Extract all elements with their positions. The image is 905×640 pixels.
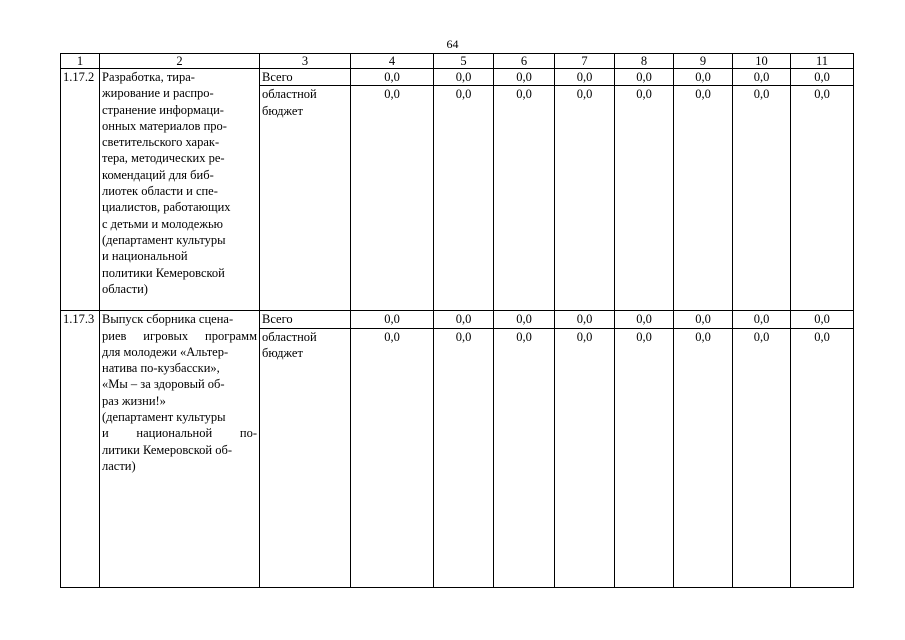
- value-cell: 0,0: [615, 86, 674, 311]
- value-cell: 0,0: [434, 86, 494, 311]
- column-header: 1: [61, 54, 100, 69]
- item-code: 1.17.2: [61, 69, 100, 311]
- description-line: циалистов, работающих: [102, 200, 231, 215]
- column-header: 4: [351, 54, 434, 69]
- value-cell: 0,0: [494, 328, 555, 587]
- value-cell: 0,0: [434, 328, 494, 587]
- description-line: литики Кемеровской об-: [102, 442, 232, 457]
- funding-source: [260, 86, 351, 311]
- value-cell: 0,0: [733, 311, 791, 328]
- value-cell: 0,0: [674, 311, 733, 328]
- description-line: Выпуск сборника сцена-: [102, 312, 234, 327]
- value-cell: 0,0: [791, 69, 854, 86]
- value-cell: 0,0: [615, 311, 674, 328]
- item-code: 1.17.3: [61, 311, 100, 587]
- description-line: светительского харак-: [102, 135, 220, 150]
- value-cell: 0,0: [733, 69, 791, 86]
- description-line: и национальной по-: [102, 426, 257, 441]
- column-header: 6: [494, 54, 555, 69]
- table-row: [61, 311, 854, 328]
- description-line: раз жизни!»: [102, 393, 166, 408]
- description-line: комендаций для биб-: [102, 167, 214, 182]
- description-line: (департамент культуры: [102, 232, 226, 247]
- value-cell: 0,0: [615, 328, 674, 587]
- item-description: [100, 69, 260, 311]
- column-header: 3: [260, 54, 351, 69]
- description-line: тера, методических ре-: [102, 151, 225, 166]
- value-cell: 0,0: [791, 328, 854, 587]
- description-line: политики Кемеровской: [102, 265, 225, 280]
- column-header: 7: [555, 54, 615, 69]
- value-cell: 0,0: [733, 86, 791, 311]
- value-cell: 0,0: [615, 69, 674, 86]
- description-line: Разработка, тира-: [102, 70, 195, 84]
- description-line: для молодежи «Альтер-: [102, 344, 229, 359]
- header-row: [61, 54, 854, 69]
- funding-source-line: областной: [262, 329, 317, 344]
- description-line: жирование и распро-: [102, 86, 214, 101]
- value-cell: 0,0: [555, 86, 615, 311]
- description-line: натива по-кузбасски»,: [102, 361, 220, 376]
- description-line: риев игровых программ: [102, 328, 257, 343]
- value-cell: 0,0: [791, 311, 854, 328]
- value-cell: 0,0: [674, 328, 733, 587]
- value-cell: 0,0: [494, 69, 555, 86]
- description-line: онных материалов про-: [102, 118, 227, 133]
- value-cell: 0,0: [674, 69, 733, 86]
- value-cell: 0,0: [351, 69, 434, 86]
- value-cell: 0,0: [434, 69, 494, 86]
- table-row: [61, 69, 854, 86]
- description-line: и национальной: [102, 249, 188, 264]
- description-line: ласти): [102, 458, 136, 473]
- description-line: странение информаци-: [102, 102, 224, 117]
- column-header: 10: [733, 54, 791, 69]
- page-number: 64: [446, 37, 459, 51]
- column-header: 5: [434, 54, 494, 69]
- value-cell: 0,0: [351, 311, 434, 328]
- funding-source-line: бюджет: [262, 103, 303, 118]
- value-cell: 0,0: [555, 328, 615, 587]
- column-header: 8: [615, 54, 674, 69]
- column-header: 2: [100, 54, 260, 69]
- description-line: (департамент культуры: [102, 410, 226, 425]
- value-cell: 0,0: [434, 311, 494, 328]
- description-line: лиотек области и спе-: [102, 184, 218, 199]
- description-line: с детьми и молодежью: [102, 216, 223, 231]
- description-line: «Мы – за здоровый об-: [102, 377, 225, 392]
- funding-source: Всего: [260, 311, 351, 328]
- value-cell: 0,0: [351, 86, 434, 311]
- funding-source-line: областной: [262, 87, 317, 102]
- funding-source: Всего: [260, 69, 351, 86]
- value-cell: 0,0: [555, 311, 615, 328]
- funding-source-line: бюджет: [262, 345, 303, 360]
- column-header: 11: [791, 54, 854, 69]
- item-description: [100, 311, 260, 587]
- value-cell: 0,0: [733, 328, 791, 587]
- budget-table: [60, 53, 854, 588]
- value-cell: 0,0: [674, 86, 733, 311]
- value-cell: 0,0: [791, 86, 854, 311]
- value-cell: 0,0: [555, 69, 615, 86]
- value-cell: 0,0: [351, 328, 434, 587]
- value-cell: 0,0: [494, 86, 555, 311]
- value-cell: 0,0: [494, 311, 555, 328]
- description-line: области): [102, 281, 148, 296]
- column-header: 9: [674, 54, 733, 69]
- funding-source: [260, 328, 351, 587]
